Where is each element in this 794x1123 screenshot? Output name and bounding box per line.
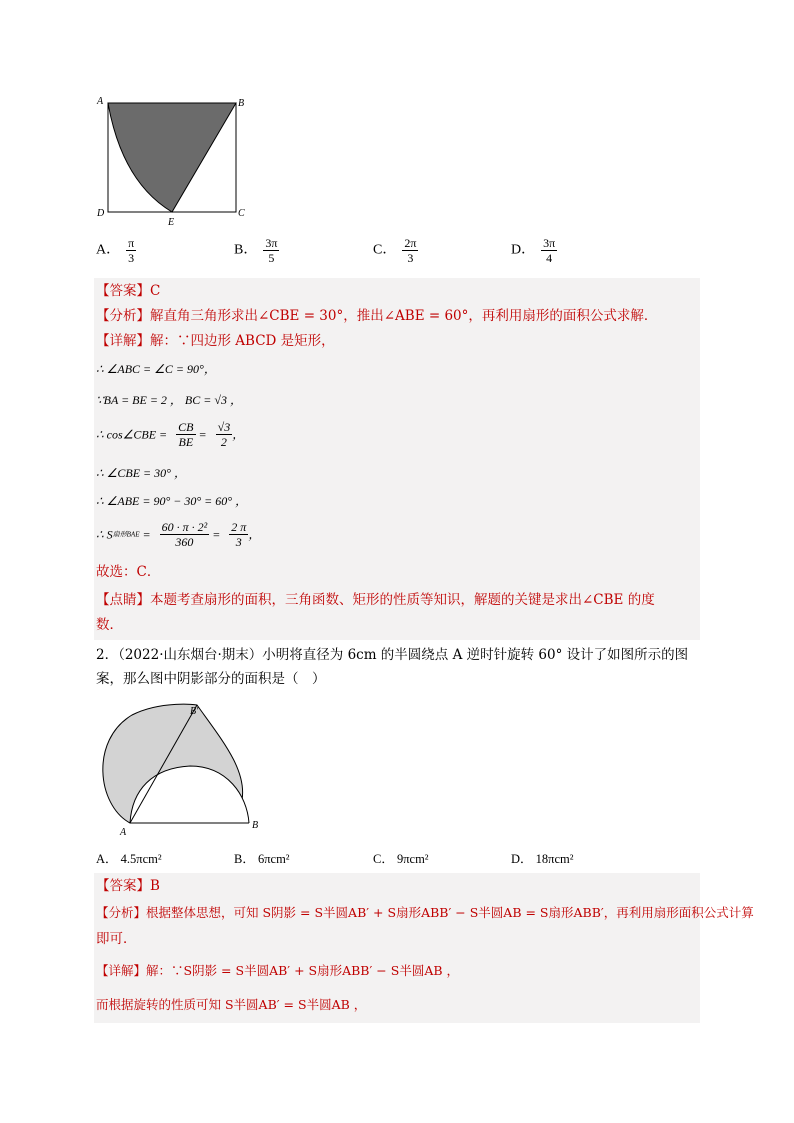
q1-answer-line: 【答案】C (96, 283, 161, 299)
q2-detail-line-2: 而根据旋转的性质可知 S半圆AB′ = S半圆AB ， (96, 997, 367, 1012)
label-c: C (238, 208, 245, 219)
q1-option-c[interactable]: C． $\frac{2\pi}{3}$ (373, 236, 417, 265)
q1-option-a[interactable]: A． $\frac{\pi}{3}$ (96, 236, 135, 265)
q1-option-d[interactable]: D． $\frac{3\pi}{4}$ (511, 236, 556, 265)
q1-comment-line: 【点睛】本题考查扇形的面积，三角函数、矩形的性质等知识，解题的关键是求出∠CBE 的度 (96, 592, 655, 608)
q2-option-b[interactable]: B． 6πcm² (234, 852, 290, 866)
q2-detail-line: 【详解】解：∵S阴影 = S半圆AB′ + S扇形ABB′ − S半圆AB ， (96, 963, 460, 978)
q1-step-4: ∴ ∠CBE = 30° ， (96, 466, 186, 480)
q2-option-a[interactable]: A． 4.5πcm² (96, 852, 162, 866)
label-b2: B (252, 820, 259, 831)
q1-step-1: ∴ ∠ABC = ∠C = 90°， (96, 362, 216, 376)
q2-answer-line: 【答案】B (96, 878, 160, 894)
q2-analysis-line: 【分析】根据整体思想，可知 S阴影 = S半圆AB′ + S扇形ABB′ − S半圆AB = S扇形ABB′，再利用扇形面积公式计算 (96, 905, 754, 920)
q2-option-c[interactable]: C． 9πcm² (373, 852, 429, 866)
shaded-sector (108, 103, 236, 212)
label-a2: A (120, 827, 127, 838)
label-b-prime: B′ (190, 706, 199, 717)
q1-step-6: ∴ S扇形BAE = $\frac{\text{60 · π · 2²}}{360}$ = $\frac{2 \pi}{3}$ ， (96, 520, 261, 549)
q2-option-d[interactable]: D． 18πcm² (511, 852, 574, 866)
q1-step-5: ∴ ∠ABE = 90° − 30° = 60° ， (96, 494, 248, 508)
label-d: D (97, 208, 105, 219)
label-a: A (97, 96, 104, 107)
q1-detail-line: 【详解】解：∵四边形 ABCD 是矩形， (96, 333, 335, 349)
label-b: B (238, 98, 245, 109)
q2-stem-line-1: 2．（2022·山东烟台·期末）小明将直径为 6cm 的半圆绕点 A 逆时针旋转 60° 设计了如图所示的图 (96, 647, 689, 663)
q1-option-b[interactable]: B． $\frac{3\pi}{5}$ (234, 236, 278, 265)
q1-step-3: ∴ cos∠CBE = $\frac{CB}{BE}$ = $\frac{√3}{2}$ ， (96, 420, 245, 449)
q1-comment-line-2: 数． (96, 617, 123, 633)
figure-rectangle-sector (92, 92, 262, 232)
label-e: E (168, 217, 175, 228)
figure-rotated-semicircle (92, 700, 272, 840)
q1-choice-line: 故选：C． (96, 564, 161, 580)
q2-stem-line-2: 案，那么图中阴影部分的面积是（ ） (96, 671, 326, 687)
q1-analysis-line: 【分析】解直角三角形求出∠CBE = 30°，推出∠ABE = 60°，再利用扇形的面积公式求解． (96, 308, 658, 324)
q1-step-2: ∵BA = BE = 2 ， BC = √3 ， (96, 393, 242, 407)
q2-analysis-line-2: 即可． (96, 931, 137, 947)
